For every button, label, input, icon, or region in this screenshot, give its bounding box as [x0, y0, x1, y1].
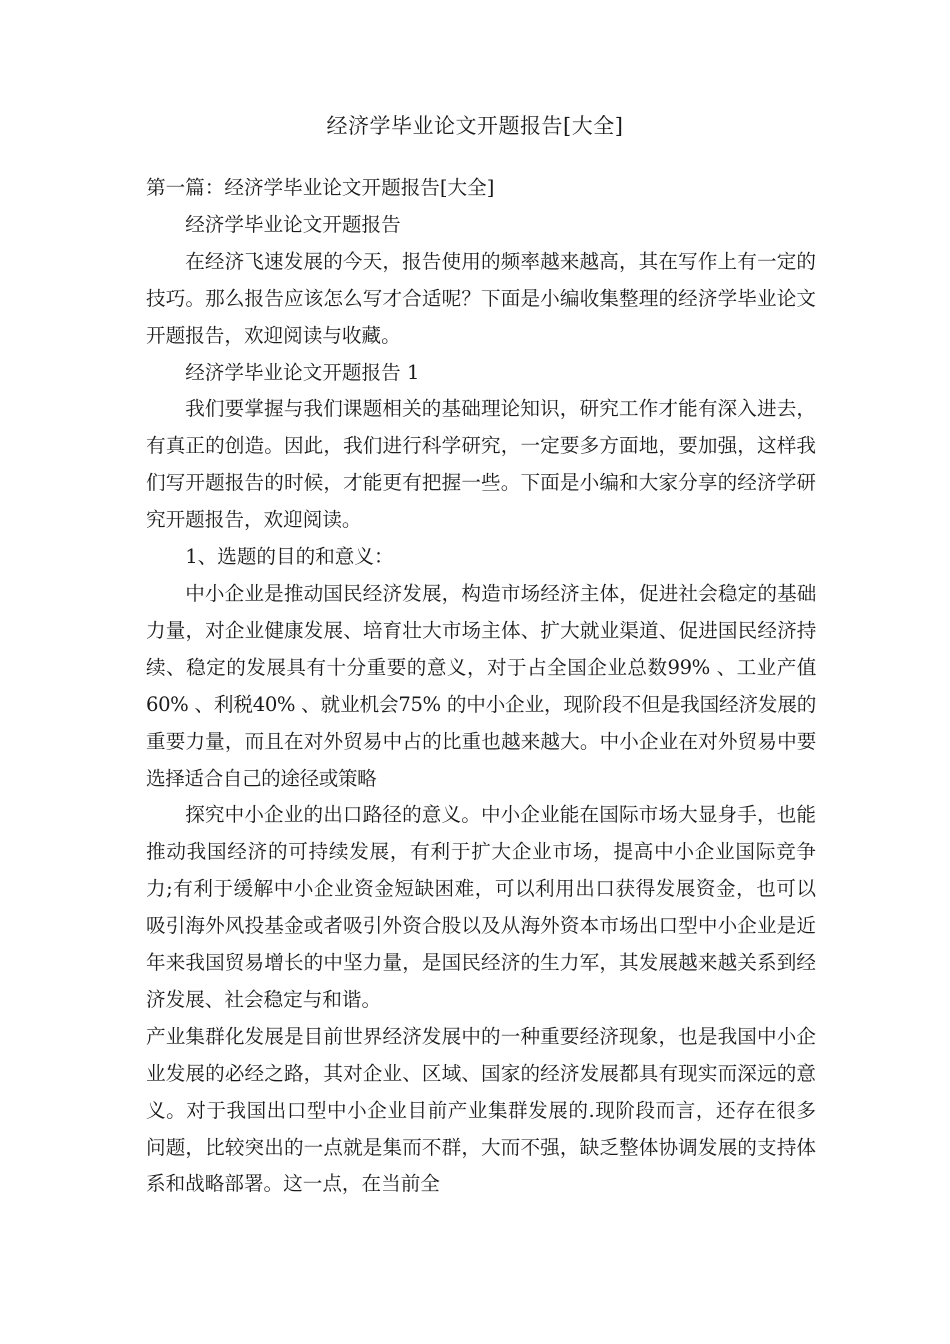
paragraph: 1、选题的目的和意义： [185, 545, 394, 569]
paragraph: 经济学毕业论文开题报告 1 [185, 360, 420, 384]
section-heading: 第一篇：经济学毕业论文开题报告[大全] [146, 176, 495, 199]
paragraph: 我们要掌握与我们课题相关的基础理论知识，研究工作才能有深入进去，有真正的创造。因此，我们进行科学研究，一定要多方面地，要加强，这样我们写开题报告的时候，才能更有把握一些。下面是小编和大家分享的经济学研究开题报告，欢迎阅读。 [146, 397, 816, 532]
document-title: 经济学毕业论文开题报告[大全] [326, 114, 624, 138]
document-body [146, 170, 816, 1203]
paragraph: 产业集群化发展是目前世界经济发展中的一种重要经济现象，也是我国中小企业发展的必经之路，其对企业、区域、国家的经济发展都具有现实而深远的意义。对于我国出口型中小企业目前产业集群发展的.现阶段而言，还存在很多问题，比较突出的一点就是集而不群，大而不强，缺乏整体协调发展的支持体系和战略部署。这一点，在当前全 [146, 1024, 816, 1196]
paragraph: 探究中小企业的出口路径的意义。中小企业能在国际市场大显身手，也能推动我国经济的可持续发展，有利于扩大企业市场，提高中小企业国际竞争力;有利于缓解中小企业资金短缺困难，可以利用出口获得发展资金，也可以吸引海外风投基金或者吸引外资合股以及从海外资本市场出口型中小企业是近年来我国贸易增长的中坚力量，是国民经济的生力军，其发展越来越关系到经济发展、社会稳定与和谐。 [146, 803, 816, 1011]
paragraph: 在经济飞速发展的今天，报告使用的频率越来越高，其在写作上有一定的技巧。那么报告应该怎么写才合适呢？下面是小编收集整理的经济学毕业论文开题报告，欢迎阅读与收藏。 [146, 249, 816, 347]
paragraph: 经济学毕业论文开题报告 [185, 212, 401, 236]
paragraph: 中小企业是推动国民经济发展，构造市场经济主体，促进社会稳定的基础力量，对企业健康发展、培育壮大市场主体、扩大就业渠道、促进国民经济持续、稳定的发展具有十分重要的意义，对于占全国企业总数99% 、工业产值60% 、利税40% 、就业机会75% 的中小企业，现阶段不但是我国经济发展的重要力量，而且在对外贸易中占的比重也越来越大。中小企业在对外贸易中要选择适合自己的途径或策略 [146, 581, 816, 790]
